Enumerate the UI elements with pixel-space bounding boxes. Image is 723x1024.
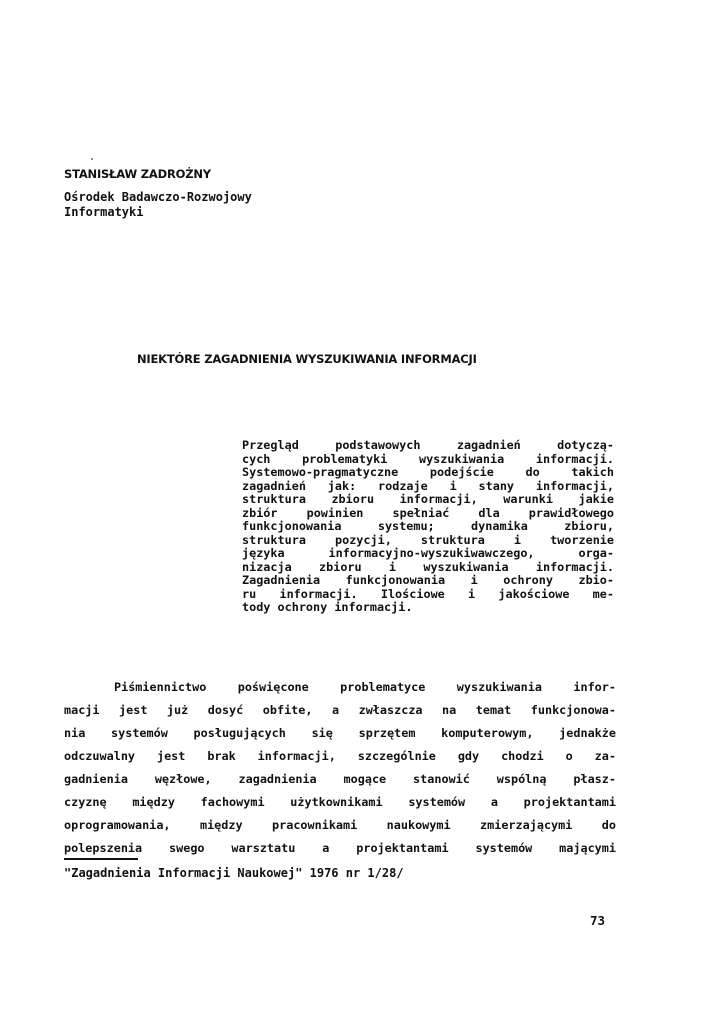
body-line: gadnienia węzłowe, zagadnienia mogące stanowić wspólną płasz- bbox=[64, 772, 616, 786]
abstract bbox=[242, 439, 614, 615]
abstract-line: Systemowo-pragmatyczne podejście do takich bbox=[242, 465, 614, 479]
footnote-divider bbox=[64, 858, 138, 860]
abstract-line: cych problematyki wyszukiwania informacji. bbox=[242, 451, 614, 466]
article-title: NIEKTÓRE ZAGADNIENIA WYSZUKIWANIA INFORMACJI bbox=[137, 352, 477, 366]
abstract-line: tody ochrony informacji. bbox=[242, 600, 413, 614]
abstract-line: struktura pozycji, struktura i tworzenie bbox=[242, 532, 614, 547]
body-line: Piśmiennictwo poświęcone problematyce wyszukiwania infor- bbox=[114, 680, 616, 694]
abstract-line: Zagadnienia funkcjonowania i ochrony zbio- bbox=[242, 573, 614, 587]
affiliation-line-1: Ośrodek Badawczo-Rozwojowy bbox=[64, 190, 252, 204]
body-line: oprogramowania, między pracownikami naukowymi zmierzającymi do bbox=[64, 818, 616, 832]
abstract-line: języka informacyjno-wyszukiwawczego, orga- bbox=[242, 546, 614, 560]
abstract-line: nizacja zbioru i wyszukiwania informacji. bbox=[242, 559, 614, 574]
abstract-line: zbiór powinien spełniać dla prawidłowego bbox=[242, 505, 614, 520]
abstract-line: Przegląd podstawowych zagadnień dotyczą- bbox=[242, 438, 614, 452]
abstract-line: struktura zbioru informacji, warunki jakie bbox=[242, 492, 614, 506]
footnote: "Zagadnienia Informacji Naukowej" 1976 nr 1/28/ bbox=[64, 866, 404, 880]
scan-speck bbox=[91, 158, 93, 160]
body-line: czyznę między fachowymi użytkownikami systemów a projektantami bbox=[64, 795, 616, 809]
affiliation-line-2: Informatyki bbox=[64, 205, 144, 219]
abstract-line: funkcjonowania systemu; dynamika zbioru, bbox=[242, 519, 614, 533]
body-line: nia systemów posługujących się sprzętem komputerowym, jednakże bbox=[64, 726, 616, 740]
abstract-line: ru informacji. Ilościowe i jakościowe me- bbox=[242, 586, 614, 601]
body-line: odczuwalny jest brak informacji, szczególnie gdy chodzi o za- bbox=[64, 749, 616, 763]
abstract-line: zagadnień jak: rodzaje i stany informacji, bbox=[242, 478, 614, 493]
author-name: STANISŁAW ZADROŻNY bbox=[64, 167, 211, 181]
body-text bbox=[64, 676, 616, 860]
page-number: 73 bbox=[590, 913, 606, 928]
body-line: polepszenia swego warsztatu a projektantami systemów mającymi bbox=[64, 841, 616, 855]
body-line: macji jest już dosyć obfite, a zwłaszcza na temat funkcjonowa- bbox=[64, 703, 616, 717]
